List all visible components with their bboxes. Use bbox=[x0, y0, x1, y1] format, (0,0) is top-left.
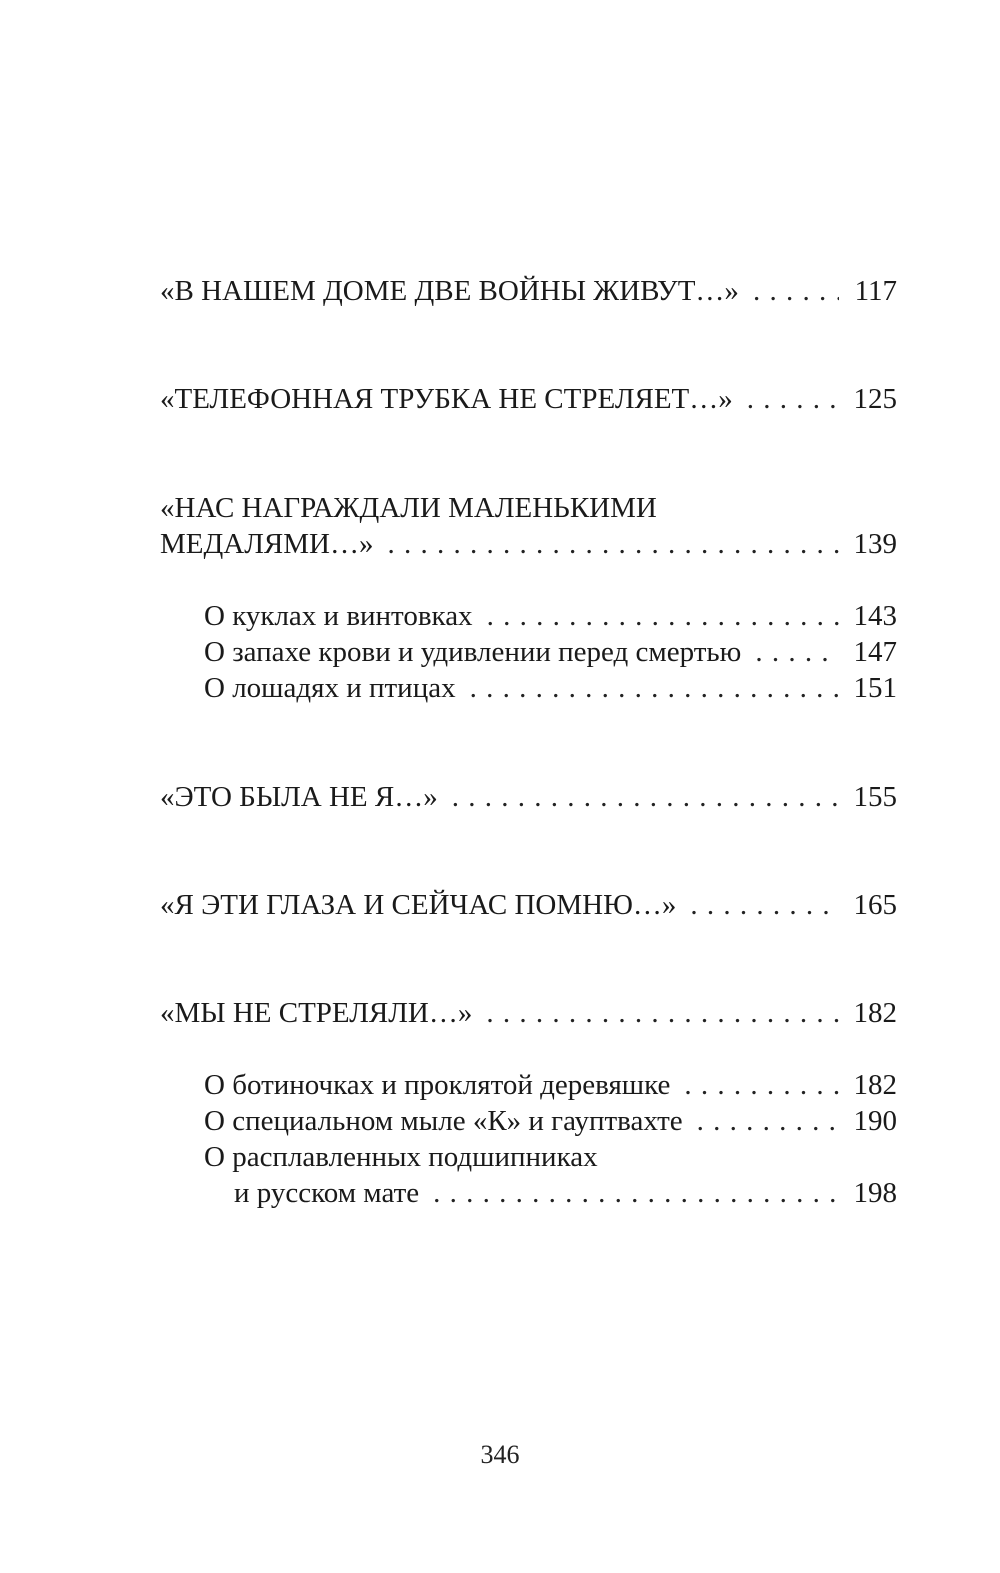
toc-subentry bbox=[204, 670, 897, 706]
toc-subentry-title: О лошадях и птицах bbox=[204, 672, 456, 704]
toc-subentry-page: 182 bbox=[853, 1069, 897, 1101]
toc-entry-title-line: «НАС НАГРАЖДАЛИ МАЛЕНЬКИМИ bbox=[160, 492, 657, 524]
dot-leader bbox=[470, 670, 839, 706]
toc-entry-page: 155 bbox=[853, 781, 897, 813]
toc-subentry bbox=[204, 634, 897, 670]
toc-entry-title: МЕДАЛЯМИ…» bbox=[160, 528, 374, 560]
toc-entry-title: «Я ЭТИ ГЛАЗА И СЕЙЧАС ПОМНЮ…» bbox=[160, 889, 677, 921]
toc-subentry bbox=[204, 598, 897, 634]
toc-subentry-title: О ботиночках и проклятой деревяшке bbox=[204, 1069, 671, 1101]
dot-leader bbox=[755, 634, 839, 670]
dot-leader bbox=[387, 526, 839, 562]
toc-subentry-title: О специальном мыле «К» и гауптвахте bbox=[204, 1105, 683, 1137]
toc-entry-page: 165 bbox=[853, 889, 897, 921]
toc-subentry bbox=[204, 1103, 897, 1139]
toc-subentry-page: 190 bbox=[853, 1105, 897, 1137]
dot-leader bbox=[433, 1175, 839, 1211]
toc-entry bbox=[160, 381, 897, 417]
dot-leader bbox=[690, 887, 839, 923]
toc-subentry-title-line: О расплавленных подшипниках bbox=[204, 1141, 598, 1173]
toc-entry bbox=[160, 887, 897, 923]
toc-subentry-title: О запахе крови и удивлении перед смертью bbox=[204, 636, 742, 668]
toc-entry bbox=[160, 779, 897, 815]
dot-leader bbox=[487, 598, 839, 634]
toc-entry-title: «ТЕЛЕФОННАЯ ТРУБКА НЕ СТРЕЛЯЕТ…» bbox=[160, 383, 733, 415]
toc-entry-title: «ЭТО БЫЛА НЕ Я…» bbox=[160, 781, 438, 813]
toc-entry-title: «МЫ НЕ СТРЕЛЯЛИ…» bbox=[160, 997, 473, 1029]
toc-entry bbox=[160, 273, 897, 309]
toc-subentry-page: 147 bbox=[853, 636, 897, 668]
toc-entry bbox=[160, 995, 897, 1031]
dot-leader bbox=[697, 1103, 839, 1139]
toc-entry-page: 139 bbox=[853, 528, 897, 560]
toc-subentry bbox=[234, 1175, 897, 1211]
toc-subentry-page: 143 bbox=[853, 600, 897, 632]
toc-subentry bbox=[204, 1067, 897, 1103]
toc-entry-title: «В НАШЕМ ДОМЕ ДВЕ ВОЙНЫ ЖИВУТ…» bbox=[160, 275, 739, 307]
dot-leader bbox=[753, 273, 839, 309]
toc-entry bbox=[160, 526, 897, 562]
toc-entry-page: 125 bbox=[853, 383, 897, 415]
toc-entry-page: 182 bbox=[853, 997, 897, 1029]
toc-subentry-page: 151 bbox=[853, 672, 897, 704]
toc-entry-page: 117 bbox=[854, 275, 897, 307]
dot-leader bbox=[747, 381, 839, 417]
dot-leader bbox=[486, 995, 839, 1031]
dot-leader bbox=[684, 1067, 839, 1103]
dot-leader bbox=[452, 779, 839, 815]
page-number: 346 bbox=[480, 1440, 520, 1469]
toc-subentry-title: О куклах и винтовках bbox=[204, 600, 473, 632]
toc-subentry-title: и русском мате bbox=[234, 1177, 420, 1209]
toc-subentry-page: 198 bbox=[853, 1177, 897, 1209]
